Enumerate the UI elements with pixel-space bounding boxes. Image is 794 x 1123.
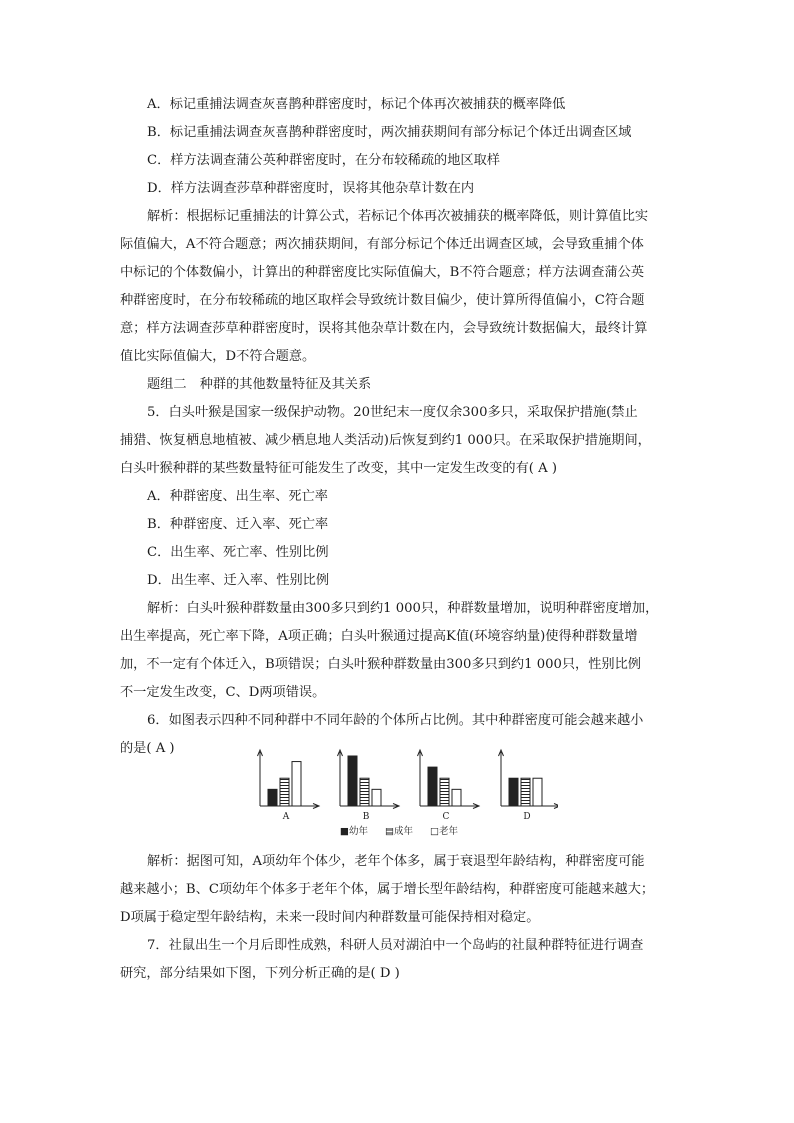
text-line: 种群密度时，在分布较稀疏的地区取样会导致统计数目偏少，使计算所得值偏小，C符合题 [120, 293, 645, 308]
text-line: B．种群密度、迁入率、死亡率 [147, 517, 329, 532]
text-line: 的是( A ) [120, 741, 175, 756]
text-line: 值比实际值偏大，D不符合题意。 [120, 349, 316, 364]
text-line: 研究，部分结果如下图，下列分析正确的是( D ) [120, 966, 400, 981]
age-structure-figure [248, 748, 558, 840]
text-line: D项属于稳定型年龄结构，未来一段时间内种群数量可能保持相对稳定。 [120, 910, 540, 925]
text-line: 解析：根据标记重捕法的计算公式，若标记个体再次被捕获的概率降低，则计算值比实 [147, 209, 649, 224]
bar [292, 762, 301, 806]
text-line: 白头叶猴种群的某些数量特征可能发生了改变，其中一定发生改变的有( A ) [120, 461, 558, 476]
panel-label: C [442, 812, 450, 822]
text-line: 不一定发生改变，C、D两项错误。 [120, 685, 326, 700]
bar [521, 778, 530, 806]
bar [533, 778, 542, 806]
text-line: 7．社鼠出生一个月后即性成熟，科研人员对湖泊中一个岛屿的社鼠种群特征进行调查 [147, 938, 644, 953]
bar [372, 789, 381, 806]
text-line: 中标记的个体数偏小，计算出的种群密度比实际值偏大，B不符合题意；样方法调查蒲公英 [120, 265, 644, 280]
bar [280, 778, 289, 806]
legend-item: ■幼年 [340, 826, 368, 837]
text-line: 解析：白头叶猴种群数量由300多只到约1 000只，种群数量增加，说明种群密度增加， [147, 601, 659, 616]
text-line: 5．白头叶猴是国家一级保护动物。20世纪末一度仅余300多只，采取保护措施(禁止 [147, 405, 638, 420]
text-line: 加，不一定有个体迁入，B项错误；白头叶猴种群数量由300多只到约1 000只，性别比例 [120, 657, 641, 672]
text-line: B．标记重捕法调查灰喜鹊种群密度时，两次捕获期间有部分标记个体迁出调查区域 [147, 125, 632, 140]
bar [348, 756, 357, 806]
text-line: 意；样方法调查莎草种群密度时，误将其他杂草计数在内，会导致统计数据偏大，最终计算 [120, 321, 648, 336]
panel-label: D [523, 812, 531, 822]
text-line: A．标记重捕法调查灰喜鹊种群密度时，标记个体再次被捕获的概率降低 [147, 97, 566, 112]
text-line: 解析：据图可知，A项幼年个体少，老年个体多，属于衰退型年龄结构，种群密度可能 [147, 854, 645, 869]
bar [452, 789, 461, 806]
text-line: D．出生率、迁入率、性别比例 [147, 573, 330, 588]
text-line: A．种群密度、出生率、死亡率 [147, 489, 328, 504]
bar [360, 778, 369, 806]
text-line: C．样方法调查蒲公英种群密度时，在分布较稀疏的地区取样 [147, 153, 500, 168]
bar [440, 778, 449, 806]
text-line: C．出生率、死亡率、性别比例 [147, 545, 329, 560]
bar [428, 767, 437, 806]
bar [509, 778, 518, 806]
text-line: D．样方法调查莎草种群密度时，误将其他杂草计数在内 [147, 181, 475, 196]
legend-item: ▤成年 [385, 826, 413, 837]
panel-label: A [282, 812, 290, 822]
text-line: 捕猎、恢复栖息地植被、减少栖息地人类活动)后恢复到约1 000只。在采取保护措施期间， [120, 433, 651, 448]
text-line: 越来越小；B、C项幼年个体多于老年个体，属于增长型年龄结构，种群密度可能越来越大； [120, 882, 655, 897]
text-line: 际值偏大，A不符合题意；两次捕获期间，有部分标记个体迁出调查区域，会导致重捕个体 [120, 237, 644, 252]
bar [268, 789, 277, 806]
text-line: 6．如图表示四种不同种群中不同年龄的个体所占比例。其中种群密度可能会越来越小 [147, 713, 644, 728]
text-line: 题组二 种群的其他数量特征及其关系 [147, 377, 372, 392]
panel-label: B [362, 812, 370, 822]
legend-item: □老年 [430, 826, 458, 837]
text-line: 出生率提高，死亡率下降，A项正确；白头叶猴通过提高K值(环境容纳量)使得种群数量增 [120, 629, 638, 644]
